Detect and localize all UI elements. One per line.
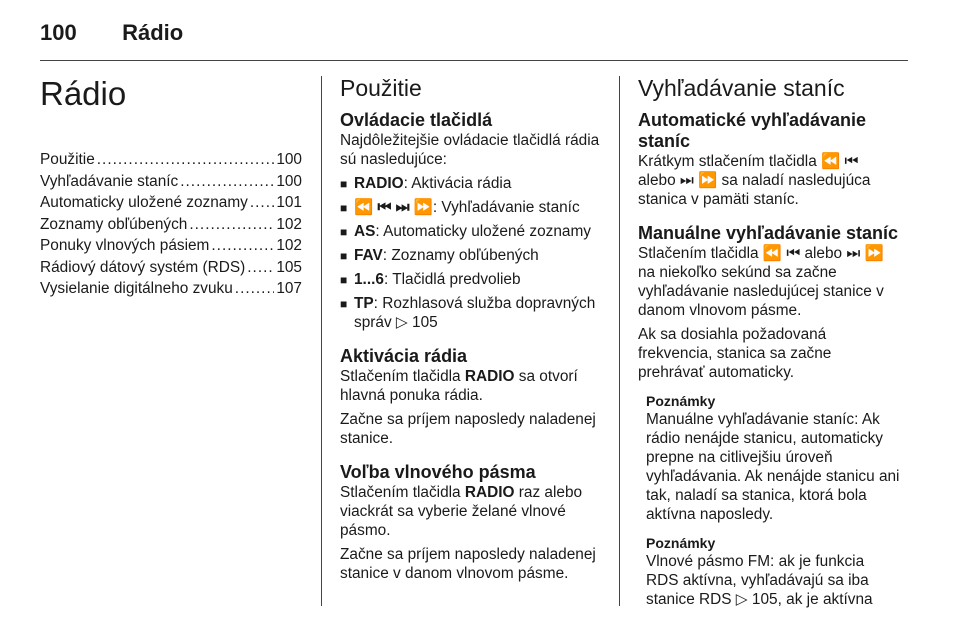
bullet-square-icon: ■ [340,225,348,239]
toc-entry[interactable] [40,193,302,215]
column-divider-1 [321,76,322,606]
toc-leader [97,150,275,169]
table-of-contents [40,150,302,301]
note-block-2 [646,534,900,609]
text-run: Stlačením tlačidla [340,484,465,501]
text-run: Stlačením tlačidla [340,368,465,385]
bullet-item [340,174,602,194]
toc-leader [235,279,275,298]
auto-search-paragraph: Krátkym stlačením tlačidla ⏪ ⏮ alebo ⏭ ⏩ sa naladí nasledujúca stanica v pamäti staníc. [638,153,871,208]
toc-leader [189,215,274,234]
page-header [40,20,183,46]
toc-entry-title: Vysielanie digitálneho zvuku [40,280,233,297]
toc-entry-title: Ponuky vlnových pásiem [40,237,210,254]
note-block-1 [646,392,900,524]
button-key: RADIO [354,175,404,192]
toc-leader [250,193,274,212]
toc-entry-page: 105 [276,258,302,276]
button-key: 1...6 [354,271,384,288]
activation-paragraph-2: Začne sa príjem naposledy naladenej stanice. [340,411,596,447]
toc-entry-page: 100 [276,151,302,168]
button-key: TP [354,295,374,312]
subheading-auto-search: Automatické vyhľadávanie staníc [638,110,867,151]
toc-leader [211,236,274,255]
button-key: FAV [354,247,383,264]
activation-paragraph-1 [340,367,602,405]
bullet-text: : Tlačidlá predvolieb [383,271,521,288]
band-paragraph-2: Začne sa príjem naposledy naladenej stanice v danom vlnovom pásme. [340,546,596,582]
header-rule [40,60,908,61]
toc-entry[interactable] [40,172,302,194]
note-text: Manuálne vyhľadávanie staníc: Ak rádio nenájde stanicu, automaticky prepne na citlivejšiu úroveň vyhľadávania. Ak nenájde stanicu ani tak, naladí sa stanica, ktorá bola aktívna naposledy. [646,411,900,523]
toc-entry-title: Použitie [40,151,95,168]
button-key: RADIO [464,368,515,385]
controls-intro: Najdôležitejšie ovládacie tlačidlá rádia sú nasledujúce: [340,132,600,168]
toc-entry-title: Automaticky uložené zoznamy [40,194,248,211]
bullet-square-icon: ■ [340,201,348,215]
band-paragraph-1 [340,483,602,540]
toc-entry[interactable] [40,215,302,237]
toc-entry-page: 101 [276,194,302,211]
toc-entry[interactable] [40,236,302,258]
toc-entry-page: 107 [276,280,302,297]
text-run: raz alebo viackrát sa vyberie želané vlnové pásmo. [340,484,583,539]
toc-entry-title: Zoznamy obľúbených [40,215,188,233]
subheading-controls: Ovládacie tlačidlá [340,110,493,130]
bullet-text: : Automaticky uložené zoznamy [375,223,591,240]
bullet-text: : Rozhlasová služba dopravných správ ▷ 105 [354,295,596,331]
bullet-square-icon: ■ [340,273,348,287]
station-search-column [638,72,900,609]
bullet-item [340,222,602,242]
button-key: RADIO [464,484,515,501]
column-divider-2 [619,76,620,606]
toc-column [40,72,302,301]
section-title-search: Vyhľadávanie staníc [638,75,845,101]
bullet-text: : Aktivácia rádia [403,175,512,192]
bullet-square-icon: ■ [340,177,348,191]
section-title-usage: Použitie [340,75,422,101]
bullet-item [340,294,602,332]
toc-entry[interactable] [40,150,302,172]
bullet-text: : Vyhľadávanie staníc [432,199,580,216]
bullet-item [340,246,602,266]
usage-column [340,72,602,588]
toc-entry[interactable] [40,279,302,301]
bullet-square-icon: ■ [340,297,348,311]
toc-entry[interactable] [40,258,302,280]
subheading-activation: Aktivácia rádia [340,346,468,366]
text-run: sa otvorí hlavná ponuka rádia. [340,368,578,404]
subheading-band: Voľba vlnového pásma [340,462,536,482]
note-heading: Poznámky [646,535,716,551]
chapter-title: Rádio [122,20,184,45]
toc-entry-page: 100 [276,172,302,190]
toc-leader [180,172,274,191]
toc-entry-title: Vyhľadávanie staníc [40,172,179,190]
toc-leader [247,258,274,277]
manual-search-paragraph-1: Stlačením tlačidla ⏪ ⏮ alebo ⏭ ⏩ na niekoľko sekúnd sa začne vyhľadávanie nasledujúcej stanice v danom vlnovom pásme. [638,245,884,319]
manual-search-paragraph-2: Ak sa dosiahla požadovaná frekvencia, stanica sa začne prehrávať automaticky. [638,326,832,381]
bullet-square-icon: ■ [340,249,348,263]
toc-entry-page: 102 [276,215,302,233]
button-key: AS [354,223,376,240]
seek-buttons-icon: ⏪ ⏮ ⏭ ⏩ [354,199,433,216]
page-number: 100 [40,20,77,45]
subheading-manual-search: Manuálne vyhľadávanie staníc [638,223,899,243]
note-text: Vlnové pásmo FM: ak je funkcia RDS aktívna, vyhľadávajú sa iba stanice RDS ▷ 105, ak je aktívna [646,553,873,608]
note-heading: Poznámky [646,393,716,409]
bullet-text: : Zoznamy obľúbených [382,247,539,264]
bullet-item [340,198,602,218]
toc-entry-title: Rádiový dátový systém (RDS) [40,258,246,276]
bullet-item [340,270,602,290]
toc-entry-page: 102 [276,237,302,254]
chapter-big-title: Rádio [40,75,127,112]
